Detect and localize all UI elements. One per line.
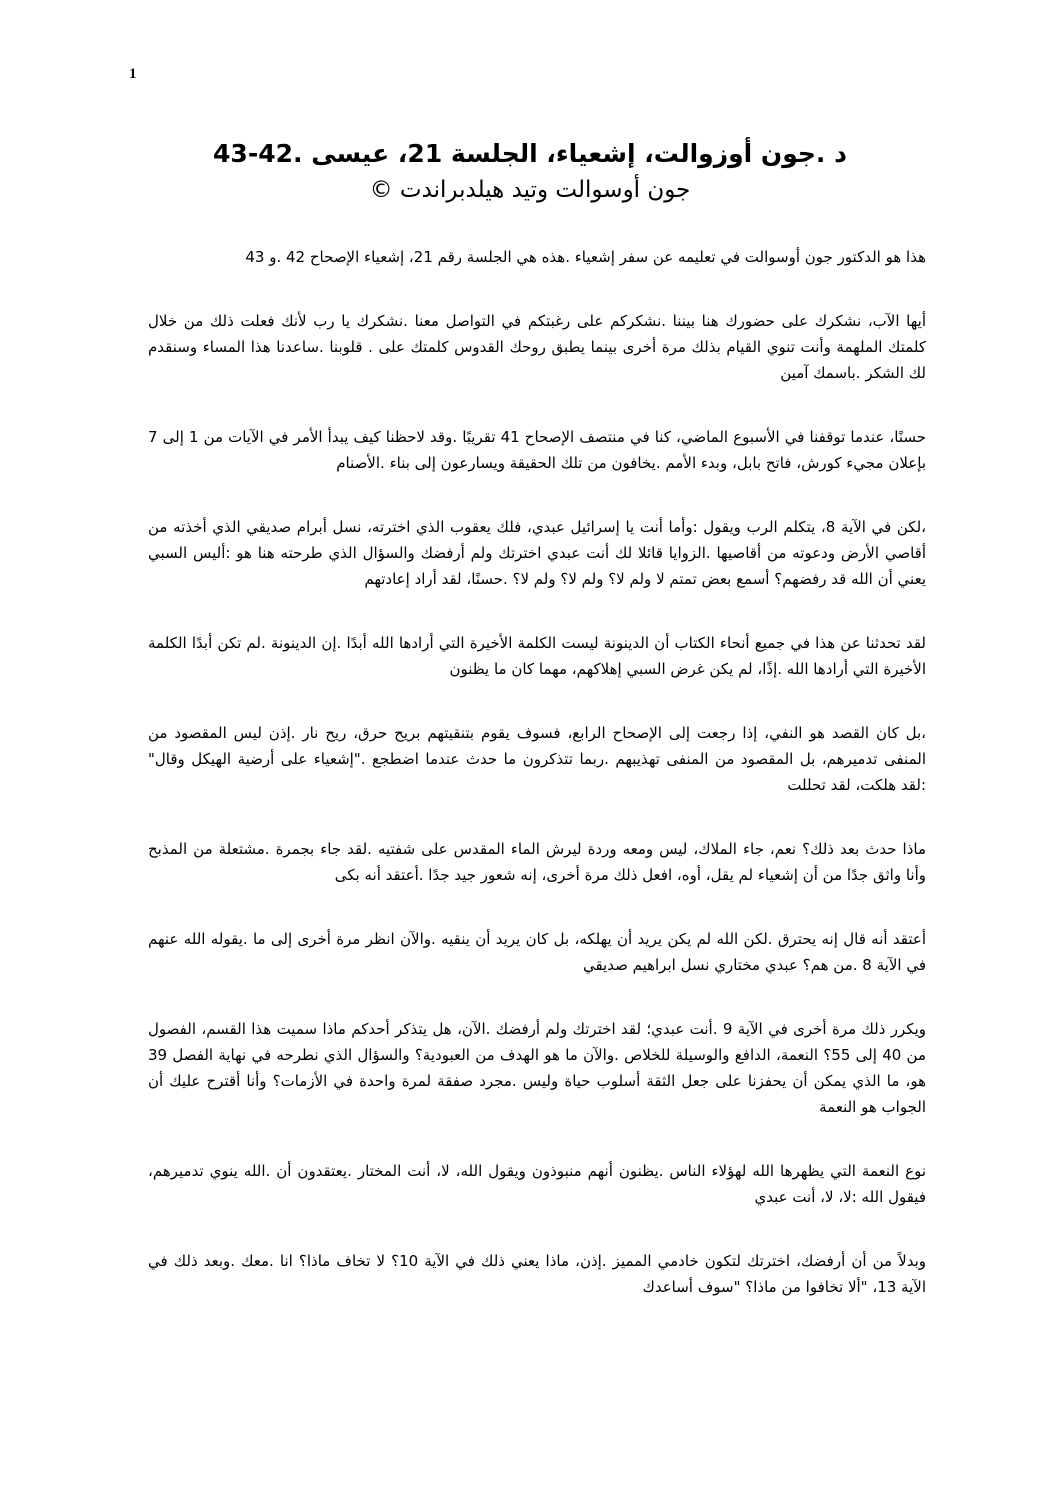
paragraph-intro: هذا هو الدكتور جون أوسوالت في تعليمه عن سفر إشعياء .هذه هي الجلسة رقم 21، إشعياء الإصحاح 42 .و 43 [245, 248, 926, 266]
paragraph-exile: ،بل كان القصد هو النفي، إذا رجعت إلى الإصحاح الرابع، فسوف يقوم بتنقيتهم بريح حرق، ريح نار .إذن ليس المقصود من المنفى تدميرهم، بل المقصود من المنفى تهذيبهم .ربما تتذكرون ما حدث عندما اضطجع ."إشعياء على أرضية الهيكل وقال" :لقد هلكت، لقد تحللت [148, 724, 926, 794]
paragraph-verse-8: ،لكن في الآية 8، يتكلم الرب ويقول :وأما أنت يا إسرائيل عبدي، فلك يعقوب الذي اخترته، نسل أبرام صديقي الذي أخذته من أقاصي الأرض ودعوته من أقاصيها .الزوايا قائلا لك أنت عبدي اخترتك ولم أرفضك والسؤال الذي طرحته هنا هو :أليس السبي يعني أن الله قد رفضهم؟ أسمع بعض تمتم لا ولم لا؟ ولم لا؟ ولم لا؟ .حسنًا، لقد أراد إعادتهم [148, 518, 926, 588]
paragraph-angel: ماذا حدث بعد ذلك؟ نعم، جاء الملاك، ليس ومعه وردة ليرش الماء المقدس على شفتيه .لقد جاء بجمرة .مشتعلة من المذبح وأنا واثق جدًا من أن إشعياء لم يقل، أوه، افعل ذلك مرة أخرى، إنه شعور جيد جدًا .أعتقد أنه بكى [148, 840, 926, 884]
document-header [150, 136, 910, 208]
paragraph-purify: أعتقد أنه قال إنه يحترق .لكن الله لم يكن يريد أن يهلكه، بل كان يريد أن ينقيه .والآن انظر مرة أخرى إلى ما .يقوله الله عنهم في الآية 8 .من هم؟ عبدي مختاري نسل ابراهيم صديقي [148, 930, 926, 974]
page-number: 1 [129, 66, 137, 82]
document-title: د .جون أوزوالت، إشعياء، الجلسة 21، عيسى .42-43 [213, 139, 847, 168]
paragraph-grace: ويكرر ذلك مرة أخرى في الآية 9 .أنت عبدي؛ لقد اخترتك ولم أرفضك .الآن، هل يتذكر أحدكم ماذا سميت هذا القسم، الفصول من 40 إلى 55؟ النعمة، الدافع والوسيلة للخلاص .والآن ما هو الهدف من العبودية؟ والسؤال الذي نطرحه في نهاية الفصل 39 هو، ما الذي يمكن أن يحفزنا على جعل الثقة أسلوب حياة وليس .مجرد صفقة لمرة واحدة في الأزمات؟ وأنا أقترح عليك أن الجواب هو النعمة [148, 1020, 927, 1116]
paragraph-judgment: لقد تحدثنا عن هذا في جميع أنحاء الكتاب أن الدينونة ليست الكلمة الأخيرة التي أرادها الله أبدًا .إن الدينونة .لم تكن أبدًا الكلمة الأخيرة التي أرادها الله .إذًا، لم يكن غرض السبي إهلاكهم، مهما كان ما يظنون [148, 634, 926, 678]
paragraph-fear-not: وبدلاً من أن أرفضك، اخترتك لتكون خادمي المميز .إذن، ماذا يعني ذلك في الآية 10؟ لا تخاف ماذا؟ انا .معك .وبعد ذلك في الآية 13، "ألا تخافوا من ماذا؟ "سوف أساعدك [148, 1252, 926, 1296]
document-subtitle: جون أوسوالت وتيد هيلدبراندت © [369, 177, 691, 203]
document-body [148, 244, 926, 1338]
paragraph-review: حسنًا، عندما توقفنا في الأسبوع الماضي، كنا في منتصف الإصحاح 41 تقريبًا .وقد لاحظنا كيف يبدأ الأمر في الآيات من 1 إلى 7 بإعلان مجيء كورش، فاتح بابل، وبدء الأمم .يخافون من تلك الحقيقة ويسارعون إلى بناء .الأصنام [148, 428, 926, 472]
paragraph-prayer: أيها الآب، نشكرك على حضورك هنا بيننا .نشكركم على رغبتكم في التواصل معنا .نشكرك يا رب لأنك فعلت ذلك من خلال كلمتك الملهمة وأنت تنوي القيام بذلك مرة أخرى بينما يطبق روحك القدوس كلمتك على . قلوبنا .ساعدنا هذا المساء وسنقدم لك الشكر .باسمك آمين [148, 312, 926, 382]
paragraph-chosen: نوع النعمة التي يظهرها الله لهؤلاء الناس .يظنون أنهم منبوذون ويقول الله، لا، أنت المختار .يعتقدون أن .الله ينوي تدميرهم، فيقول الله :لا، لا، أنت عبدي [148, 1162, 926, 1206]
